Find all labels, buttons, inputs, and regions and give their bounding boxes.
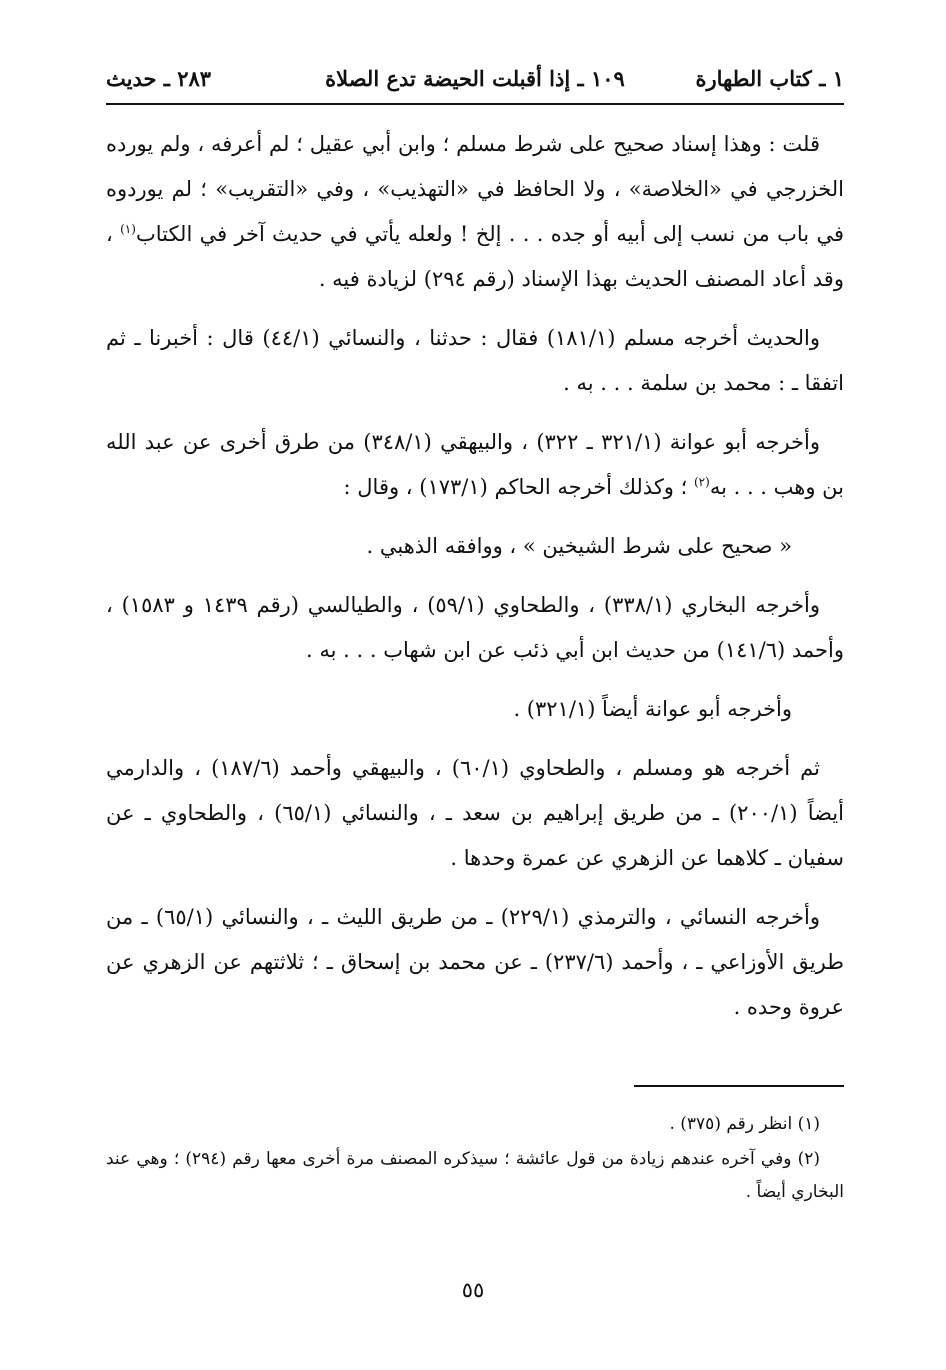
footnotes: [106, 1108, 844, 1211]
paragraph: وأخرجه أبو عوانة (٣٢١/١ ـ ٣٢٢) ، والبيهقي (٣٤٨/١) من طرق أخرى عن عبد الله بن وهب . . . به$^{(٢)}$ ؛ وكذلك أخرجه الحاكم (١٧٣/١) ، وقال :: [106, 430, 844, 499]
header-divider: [106, 103, 844, 105]
footnote-ref-1[interactable]: (١): [120, 222, 136, 236]
paragraph: ثم أخرجه هو ومسلم ، والطحاوي (٦٠/١) ، والبيهقي وأحمد (١٨٧/٦) ، والدارمي أيضاً (٢٠٠/١) ـ من طريق إبراهيم بن سعد ـ ، والنسائي (٦٥/١) ، والطحاوي ـ عن سفيان ـ كلاهما عن الزهري عن عمرة وحدها .: [106, 756, 844, 870]
footnote-1: (١) انظر رقم (٣٧٥) .: [669, 1114, 820, 1134]
main-text: [106, 122, 844, 1044]
header-book-title: ١ ـ كتاب الطهارة: [695, 66, 844, 91]
running-header: [106, 62, 844, 102]
footnote-divider: [634, 1085, 844, 1087]
footnote-2: (٢) وفي آخره عندهم زيادة من قول عائشة ؛ سيذكره المصنف مرة أخرى معها رقم (٢٩٤) ؛ وهي عند البخاري أيضاً .: [106, 1149, 844, 1202]
paragraph: وأخرجه البخاري (٣٣٨/١) ، والطحاوي (٥٩/١) ، والطيالسي (رقم ١٤٣٩ و ١٥٨٣) ، وأحمد (١٤١/٦) من حديث ابن أبي ذئب عن ابن شهاب . . . به .: [106, 593, 844, 662]
paragraph: والحديث أخرجه مسلم (١٨١/١) فقال : حدثنا ، والنسائي (٤٤/١) قال : أخبرنا ـ ثم اتفقا ـ : محمد بن سلمة . . . به .: [106, 326, 844, 395]
header-chapter-title: ١٠٩ ـ إذا أقبلت الحيضة تدع الصلاة: [325, 66, 625, 91]
header-hadith-number: ٢٨٣ ـ حديث: [106, 66, 212, 91]
paragraph: وأخرجه أبو عوانة أيضاً (٣٢١/١) .: [513, 697, 792, 721]
paragraph: وأخرجه النسائي ، والترمذي (٢٢٩/١) ـ من طريق الليث ـ ، والنسائي (٦٥/١) ـ من طريق الأوزاعي ـ ، وأحمد (٢٣٧/٦) ـ عن محمد بن إسحاق ـ ؛ ثلاثتهم عن الزهري عن عروة وحده .: [106, 905, 844, 1019]
footnote-ref-2[interactable]: (٢): [693, 475, 710, 489]
page-number: ٥٥: [461, 1278, 485, 1302]
quoted-paragraph: « صحيح على شرط الشيخين » ، ووافقه الذهبي .: [366, 534, 792, 558]
paragraph: قلت : وهذا إسناد صحيح على شرط مسلم ؛ وابن أبي عقيل ؛ لم أعرفه ، ولم يورده الخزرجي في «الخلاصة» ، ولا الحافظ في «التهذيب» ، وفي «التقريب» ؛ لم يوردوه في باب من نسب إلى أبيه أو جده . . . إلخ ! ولعله يأتي في حديث آخر في الكتاب$^{(١)}$ ، وقد أعاد المصنف الحديث بهذا الإسناد (رقم ٢٩٤) لزيادة فيه .: [106, 132, 844, 291]
